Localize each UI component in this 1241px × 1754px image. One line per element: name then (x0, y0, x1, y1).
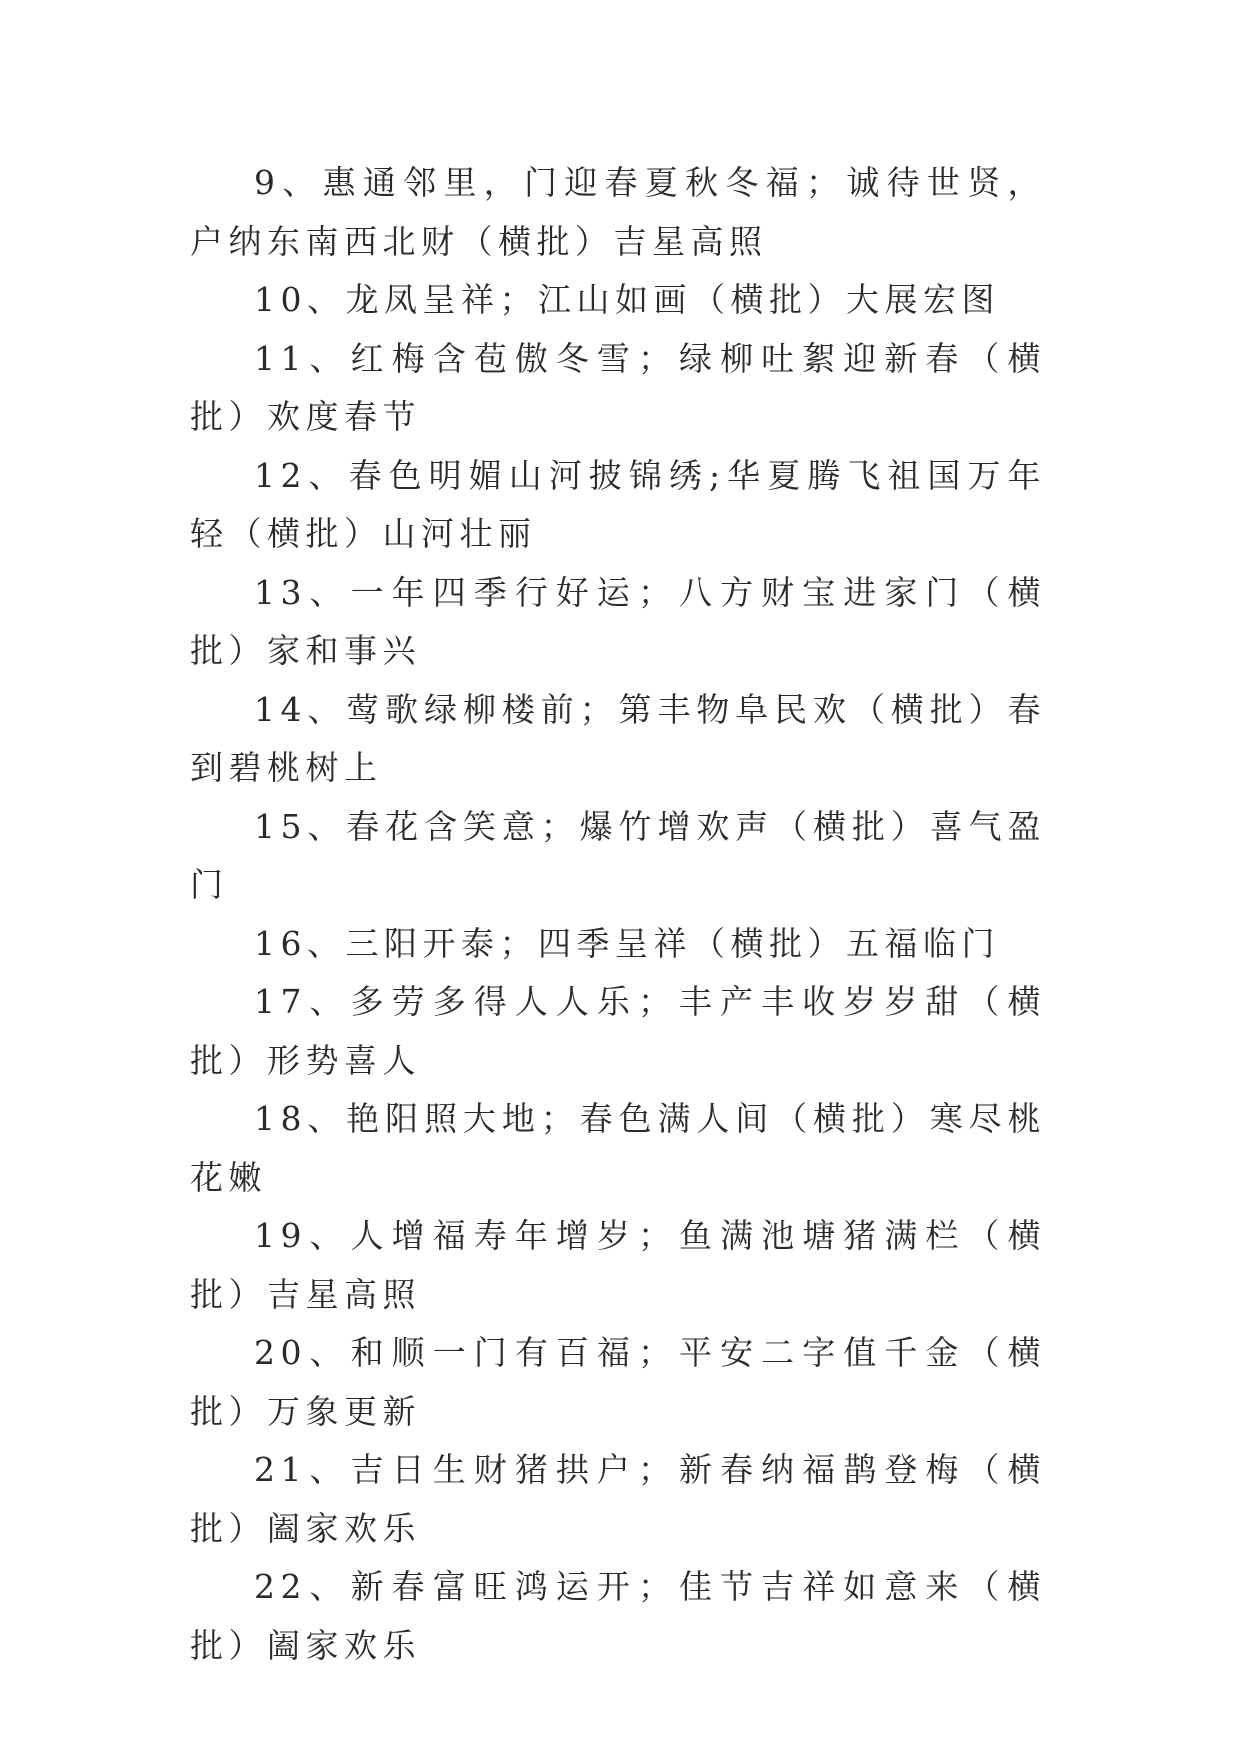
couplet-entry-9: 9、惠通邻里，门迎春夏秋冬福；诚待世贤，户纳东南西北财（横批）吉星高照 (190, 163, 1046, 261)
couplet-entry-22: 22、新春富旺鸿运开；佳节吉祥如意来（横批）阖家欢乐 (190, 1567, 1046, 1665)
couplet-entry-11: 11、红梅含苞傲冬雪；绿柳吐絮迎新春（横批）欢度春节 (190, 338, 1046, 436)
couplet-entry-10: 10、龙凤呈祥；江山如画（横批）大展宏图 (254, 280, 1000, 319)
couplet-entry-12: 12、春色明媚山河披锦绣;华夏腾飞祖国万年轻（横批）山河壮丽 (190, 455, 1046, 553)
couplet-entry-15: 15、春花含笑意；爆竹增欢声（横批）喜气盈门 (190, 806, 1046, 904)
couplet-entry-17: 17、多劳多得人人乐；丰产丰收岁岁甜（横批）形势喜人 (190, 982, 1046, 1080)
couplet-entry-18: 18、艳阳照大地；春色满人间（横批）寒尽桃花嫩 (190, 1099, 1046, 1197)
couplet-list (190, 154, 1046, 1675)
couplet-entry-20: 20、和顺一门有百福；平安二字值千金（横批）万象更新 (190, 1333, 1046, 1431)
couplet-entry-14: 14、莺歌绿柳楼前；第丰物阜民欢（横批）春到碧桃树上 (190, 689, 1046, 787)
couplet-entry-19: 19、人增福寿年增岁；鱼满池塘猪满栏（横批）吉星高照 (190, 1216, 1046, 1314)
couplet-entry-21: 21、吉日生财猪拱户；新春纳福鹊登梅（横批）阖家欢乐 (190, 1450, 1046, 1548)
couplet-entry-13: 13、一年四季行好运；八方财宝进家门（横批）家和事兴 (190, 572, 1046, 670)
couplet-entry-16: 16、三阳开泰；四季呈祥（横批）五福临门 (254, 923, 1000, 963)
